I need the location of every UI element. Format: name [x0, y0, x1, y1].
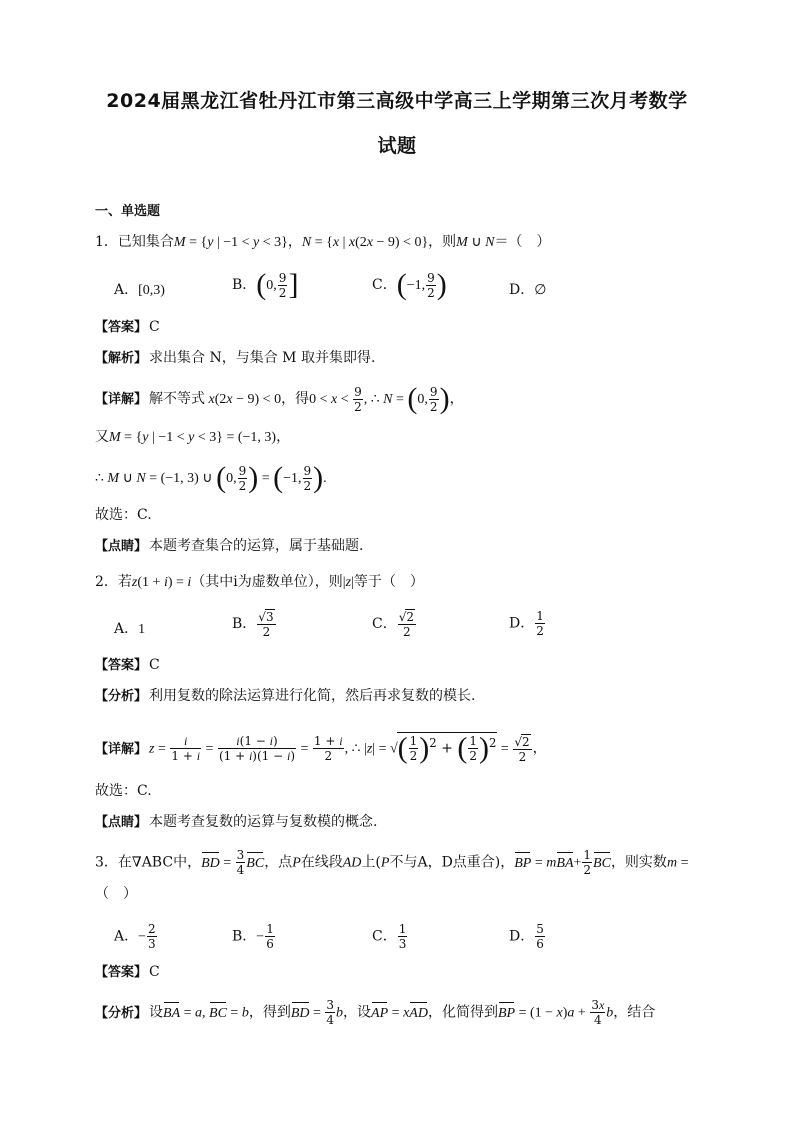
q3-answer: 【答案】 C [95, 964, 160, 980]
q2-option-c: C． $\frac{√2}{2}$ [372, 610, 415, 639]
q2-option-a: A．1 [114, 621, 146, 637]
q2-answer: 【答案】 C [95, 657, 160, 673]
q2-comment: 【点睛】 本题考查复数的运算与复数模的概念. [95, 814, 378, 830]
q1-option-b: B．(0, $\frac{9}{2}$ ] [232, 268, 299, 301]
document-title-line1: 2024届黑龙江省牡丹江市第三高级中学高三上学期第三次月考数学 [106, 90, 688, 112]
q2-analysis: 【分析】 利用复数的除法运算进行化简，然后再求复数的模长. [95, 688, 476, 704]
q1-detail: 【详解】 解不等式 x(2x − 9) < 0，得0 < x < $\frac{9}{2}$ , ∴ N = (0, $\frac{9}{2}$ )， [95, 382, 464, 415]
q1-comment: 【点睛】 本题考查集合的运算，属于基础题. [95, 538, 364, 554]
q1-choose: 故选：C. [95, 507, 152, 523]
q2-stem: 2．若z(1 + i) = i（其中i为虚数单位），则|z|等于（ ） [95, 574, 424, 590]
q3-option-a: A．− $\frac{2}{3}$ [114, 922, 156, 951]
q2-option-d: D． $\frac{1}{2}$ [509, 609, 544, 638]
q3-analysis: 【分析】 设BA = a, BC = b，得到BD = $\frac{3}{4}$ b，设AP = xAD，化简得到BP = (1 − x)a + $\frac{3x}{4}$ b，结合 [95, 998, 656, 1027]
q1-detail-3: ∴ M ∪ N = (−1, 3) ∪ (0, $\frac{9}{2}$ ) = (−1, $\frac{9}{2}$ ). [95, 461, 327, 494]
q3-stem: 3．在∇ABC中，BD = $\frac{3}{4}$ BC，点P在线段AD上(P不与A，D点重合)，BP = mBA+ $\frac{1}{2}$ BC，则实数m = [95, 848, 689, 877]
section-heading: 一、单选题 [95, 204, 161, 219]
q1-answer: 【答案】 C [95, 319, 160, 335]
q1-stem: 1．已知集合M = {y | −1 < y < 3}，N = {x | x(2x − 9) < 0}，则M ∪ N＝（ ） [95, 234, 551, 250]
q3-stem-2: （ ） [95, 886, 137, 902]
q1-option-c: C．(−1, $\frac{9}{2}$ ) [372, 268, 447, 301]
q2-option-b: B． $\frac{√3}{2}$ [232, 610, 274, 639]
q1-analysis: 【解析】 求出集合 N，与集合 M 取并集即得. [95, 350, 376, 366]
q1-option-a: A．[0,3) [114, 282, 165, 298]
q1-detail-2: 又M = {y | −1 < y < 3} = (−1, 3)， [95, 429, 291, 445]
q3-option-b: B．− $\frac{1}{6}$ [232, 922, 274, 951]
q3-option-d: D． $\frac{5}{6}$ [509, 922, 544, 951]
q1-number: 1． [95, 234, 118, 250]
q2-detail: 【详解】 z = $\frac{i}{1 + i}$ = $\frac{i(1 - i)}{(1 + i)(1 - i)}$ = $\frac{1 + i}{2}$ , ∴ |z| = √( $\frac{1}{2}$ )$^2$ + ( $\frac{1}{2}$ )$^2$ = $\frac{√2}{2}$ ， [95, 731, 547, 765]
q2-choose: 故选：C. [95, 783, 152, 799]
q1-option-d: D．∅ [509, 282, 547, 298]
document-title-line2: 试题 [377, 135, 417, 157]
q3-option-c: C． $\frac{1}{3}$ [372, 922, 407, 951]
